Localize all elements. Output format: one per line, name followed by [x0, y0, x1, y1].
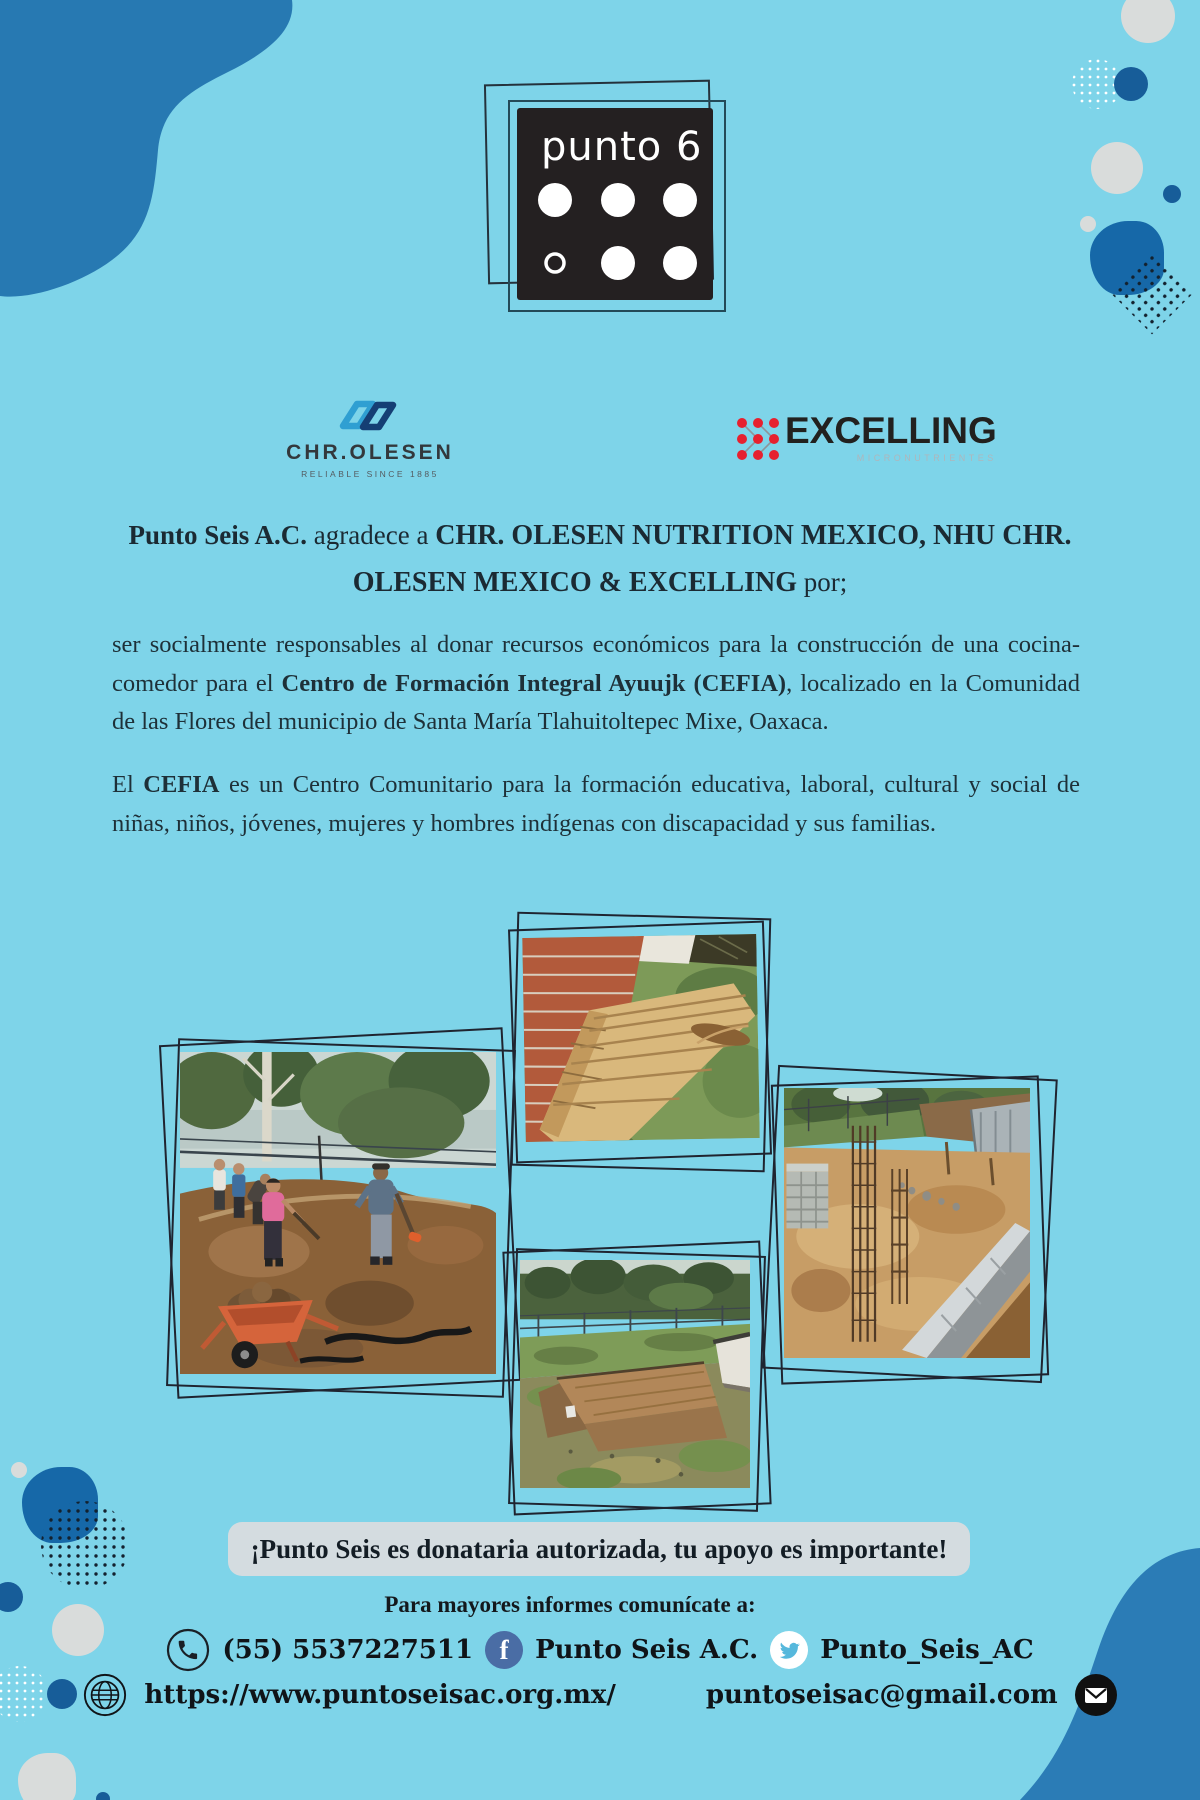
email-icon[interactable]: [1074, 1673, 1118, 1717]
contact-row-social: [0, 1628, 1200, 1672]
photo-lumber-stack: [522, 934, 760, 1142]
punto6-wordmark: punto 6: [541, 124, 703, 170]
paragraph-donation: ser socialmente responsables al donar recursos económicos para la construcción de una cocina-comedor para el Centro de Formación Integral Ayuujk (CEFIA), localizado en la Comunidad de las Flores del municipio de Santa María Tlahuitoltepec Mixe, Oaxaca.: [112, 631, 1080, 735]
email-address[interactable]: puntoseisac@gmail.com: [705, 1680, 1058, 1710]
deco-gray-dot: [1080, 216, 1096, 232]
punto6-logo: [517, 108, 713, 300]
excelling-wordmark: EXCELLING: [785, 410, 997, 451]
globe-icon: [82, 1672, 128, 1718]
chr-olesen-tagline: RELIABLE SINCE 1885: [301, 469, 439, 479]
paragraph-cefia: El CEFIA es un Centro Comunitario para la formación educativa, laboral, cultural y social de niñas, niños, jóvenes, mujeres y hombres indígenas con discapacidad y sus familias.: [112, 771, 1080, 837]
excelling-dots-icon: [733, 414, 785, 464]
excelling-tagline: MICRONUTRIENTES: [856, 453, 997, 463]
phone-icon: [166, 1628, 210, 1672]
deco-navy-dot: [1163, 185, 1181, 203]
heading-line1: [115, 512, 1085, 559]
deco-navy-dot: [96, 1792, 110, 1800]
chr-olesen-logo: [250, 396, 490, 479]
cefia-abbr: CEFIA: [143, 771, 220, 798]
chr-olesen-chain-icon: [337, 396, 403, 434]
phone-number[interactable]: (55) 5537227511: [222, 1635, 474, 1665]
deco-gray-circle: [1121, 0, 1175, 43]
excelling-logo: [733, 410, 997, 464]
deco-navy-circle: [1114, 67, 1148, 101]
cefia-name: Centro de Formación Integral Ayuujk (CEFIA): [281, 669, 787, 697]
heading-tail: por;: [796, 567, 848, 597]
heading-line2: [115, 559, 1085, 606]
photo-people-digging: [180, 1052, 496, 1374]
photo-foundation-rebar: [784, 1088, 1030, 1358]
contact-row-web: [0, 1672, 1200, 1718]
facebook-handle[interactable]: Punto Seis A.C.: [535, 1635, 759, 1665]
contact-intro: Para mayores informes comunícate a:: [384, 1592, 756, 1617]
org-name: Punto Seis A.C.: [128, 520, 308, 550]
photo-excavation: [520, 1260, 750, 1488]
deco-black-stipple: [1107, 247, 1200, 337]
deco-gray-dot: [11, 1462, 27, 1478]
deco-gray-blob: [18, 1753, 76, 1800]
facebook-icon[interactable]: f: [485, 1631, 523, 1669]
deco-gray-circle: [1091, 142, 1143, 194]
twitter-icon[interactable]: [770, 1631, 808, 1669]
thanks-heading: [115, 512, 1085, 606]
deco-black-stipple: [39, 1499, 131, 1591]
deco-navy-half-circle: [0, 1582, 23, 1612]
chr-olesen-wordmark: CHR.OLESEN: [286, 441, 454, 464]
website-url[interactable]: https://www.puntoseisac.org.mx/: [144, 1680, 616, 1710]
twitter-handle[interactable]: Punto_Seis_AC: [820, 1635, 1034, 1665]
heading-mid: agradece a: [307, 520, 436, 550]
donataria-banner: ¡Punto Seis es donataria autorizada, tu apoyo es importante!: [228, 1522, 970, 1576]
sponsor-names: OLESEN MEXICO & EXCELLING: [352, 567, 797, 598]
sponsor-names: CHR. OLESEN NUTRITION MEXICO, NHU CHR.: [435, 520, 1072, 551]
braille-dots-icon: [517, 168, 713, 300]
top-left-blob: [0, 0, 320, 320]
